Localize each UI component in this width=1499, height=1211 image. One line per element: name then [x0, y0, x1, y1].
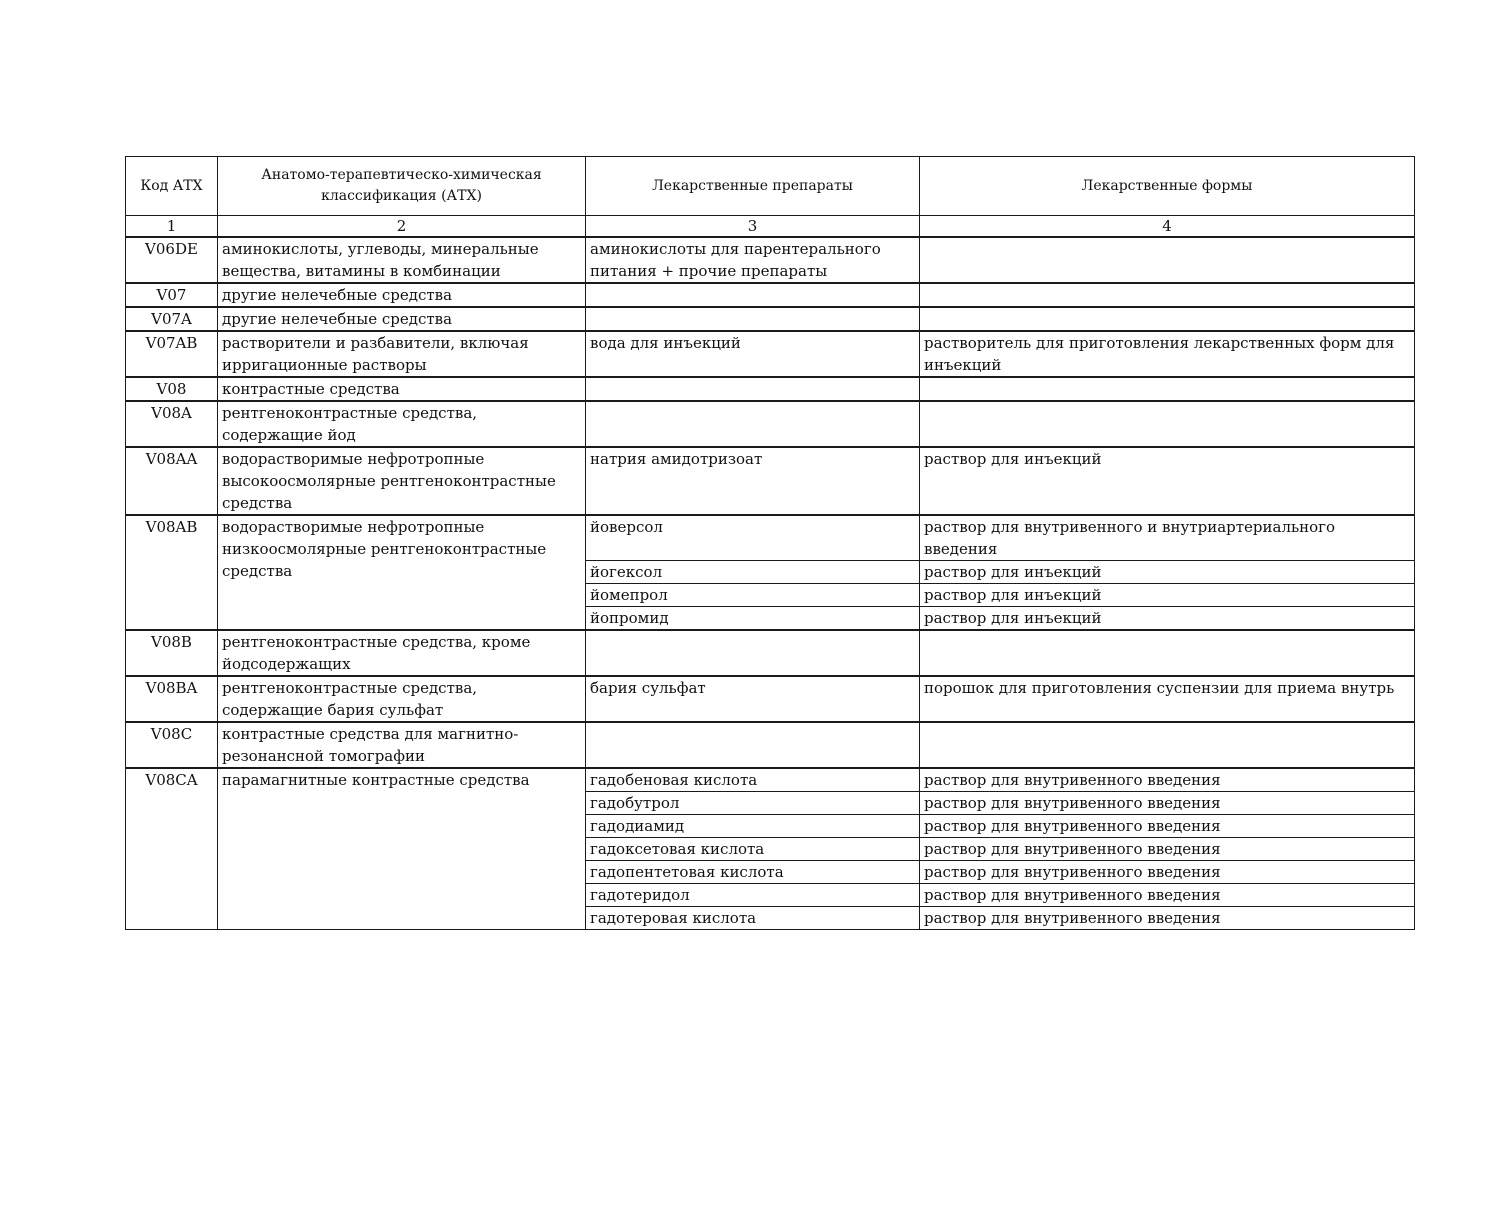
- form-cell: раствор для инъекций: [920, 607, 1415, 631]
- drug-cell: гадобутрол: [586, 792, 920, 815]
- header-forms: Лекарственные формы: [920, 157, 1415, 216]
- form-cell: [920, 722, 1415, 768]
- drug-cell: бария сульфат: [586, 676, 920, 722]
- atx-code-cell: V08BA: [126, 676, 218, 722]
- classification-cell: парамагнитные контрастные средства: [218, 768, 586, 930]
- table-row: [126, 237, 1415, 283]
- table-row: [126, 283, 1415, 307]
- atx-code-cell: V07: [126, 283, 218, 307]
- form-cell: [920, 377, 1415, 401]
- table-row: [126, 447, 1415, 515]
- atx-code-cell: V07A: [126, 307, 218, 331]
- form-cell: раствор для внутривенного введения: [920, 838, 1415, 861]
- classification-cell: водорастворимые нефротропные высокоосмолярные рентгеноконтрастные средства: [218, 447, 586, 515]
- atx-code-cell: V07AB: [126, 331, 218, 377]
- header-classification: Анатомо-терапевтическо-химическая классификация (АТХ): [218, 157, 586, 216]
- column-number: 3: [586, 216, 920, 238]
- atx-code-cell: V08C: [126, 722, 218, 768]
- drug-cell: [586, 722, 920, 768]
- classification-cell: другие нелечебные средства: [218, 307, 586, 331]
- column-number: 2: [218, 216, 586, 238]
- form-cell: [920, 630, 1415, 676]
- table-row: [126, 331, 1415, 377]
- form-cell: раствор для инъекций: [920, 561, 1415, 584]
- drug-cell: натрия амидотризоат: [586, 447, 920, 515]
- atx-code-cell: V08A: [126, 401, 218, 447]
- drug-cell: гадоксетовая кислота: [586, 838, 920, 861]
- drug-cell: гадопентетовая кислота: [586, 861, 920, 884]
- classification-cell: аминокислоты, углеводы, минеральные вещества, витамины в комбинации: [218, 237, 586, 283]
- drug-cell: аминокислоты для парентерального питания + прочие препараты: [586, 237, 920, 283]
- atx-code-cell: V08CA: [126, 768, 218, 930]
- drug-cell: [586, 377, 920, 401]
- atx-code-cell: V06DE: [126, 237, 218, 283]
- drug-cell: гадодиамид: [586, 815, 920, 838]
- header-code: Код АТХ: [126, 157, 218, 216]
- drug-cell: гадотеридол: [586, 884, 920, 907]
- drug-cell: йоверсол: [586, 515, 920, 561]
- drug-cell: [586, 283, 920, 307]
- column-number: 4: [920, 216, 1415, 238]
- form-cell: растворитель для приготовления лекарственных форм для инъекций: [920, 331, 1415, 377]
- form-cell: порошок для приготовления суспензии для приема внутрь: [920, 676, 1415, 722]
- atx-code-cell: V08: [126, 377, 218, 401]
- classification-cell: рентгеноконтрастные средства, содержащие йод: [218, 401, 586, 447]
- form-cell: [920, 283, 1415, 307]
- form-cell: [920, 237, 1415, 283]
- table-row: [126, 515, 1415, 561]
- form-cell: раствор для внутривенного и внутриартериального введения: [920, 515, 1415, 561]
- table-row: [126, 630, 1415, 676]
- form-cell: раствор для внутривенного введения: [920, 792, 1415, 815]
- drug-cell: [586, 630, 920, 676]
- atx-code-cell: V08AB: [126, 515, 218, 630]
- table-row: [126, 307, 1415, 331]
- column-number-row: [126, 216, 1415, 238]
- table-row: [126, 401, 1415, 447]
- atx-code-cell: V08B: [126, 630, 218, 676]
- header-drugs: Лекарственные препараты: [586, 157, 920, 216]
- classification-cell: другие нелечебные средства: [218, 283, 586, 307]
- form-cell: раствор для внутривенного введения: [920, 768, 1415, 792]
- form-cell: раствор для инъекций: [920, 447, 1415, 515]
- drug-cell: [586, 307, 920, 331]
- drug-cell: йомепрол: [586, 584, 920, 607]
- classification-cell: контрастные средства для магнитно-резонансной томографии: [218, 722, 586, 768]
- form-cell: раствор для внутривенного введения: [920, 884, 1415, 907]
- atx-table: [125, 156, 1415, 930]
- drug-cell: гадобеновая кислота: [586, 768, 920, 792]
- drug-cell: гадотеровая кислота: [586, 907, 920, 930]
- atx-code-cell: V08AA: [126, 447, 218, 515]
- table-row: [126, 722, 1415, 768]
- classification-cell: водорастворимые нефротропные низкоосмолярные рентгеноконтрастные средства: [218, 515, 586, 630]
- classification-cell: растворители и разбавители, включая ирригационные растворы: [218, 331, 586, 377]
- header-row: [126, 157, 1415, 216]
- table-row: [126, 377, 1415, 401]
- classification-cell: рентгеноконтрастные средства, содержащие бария сульфат: [218, 676, 586, 722]
- form-cell: раствор для внутривенного введения: [920, 907, 1415, 930]
- form-cell: [920, 307, 1415, 331]
- drug-cell: йогексол: [586, 561, 920, 584]
- column-number: 1: [126, 216, 218, 238]
- form-cell: раствор для внутривенного введения: [920, 861, 1415, 884]
- classification-cell: контрастные средства: [218, 377, 586, 401]
- form-cell: [920, 401, 1415, 447]
- classification-cell: рентгеноконтрастные средства, кроме йодсодержащих: [218, 630, 586, 676]
- drug-cell: вода для инъекций: [586, 331, 920, 377]
- drug-cell: [586, 401, 920, 447]
- form-cell: раствор для внутривенного введения: [920, 815, 1415, 838]
- drug-cell: йопромид: [586, 607, 920, 631]
- table-row: [126, 768, 1415, 792]
- table-row: [126, 676, 1415, 722]
- form-cell: раствор для инъекций: [920, 584, 1415, 607]
- table-body: [126, 237, 1415, 930]
